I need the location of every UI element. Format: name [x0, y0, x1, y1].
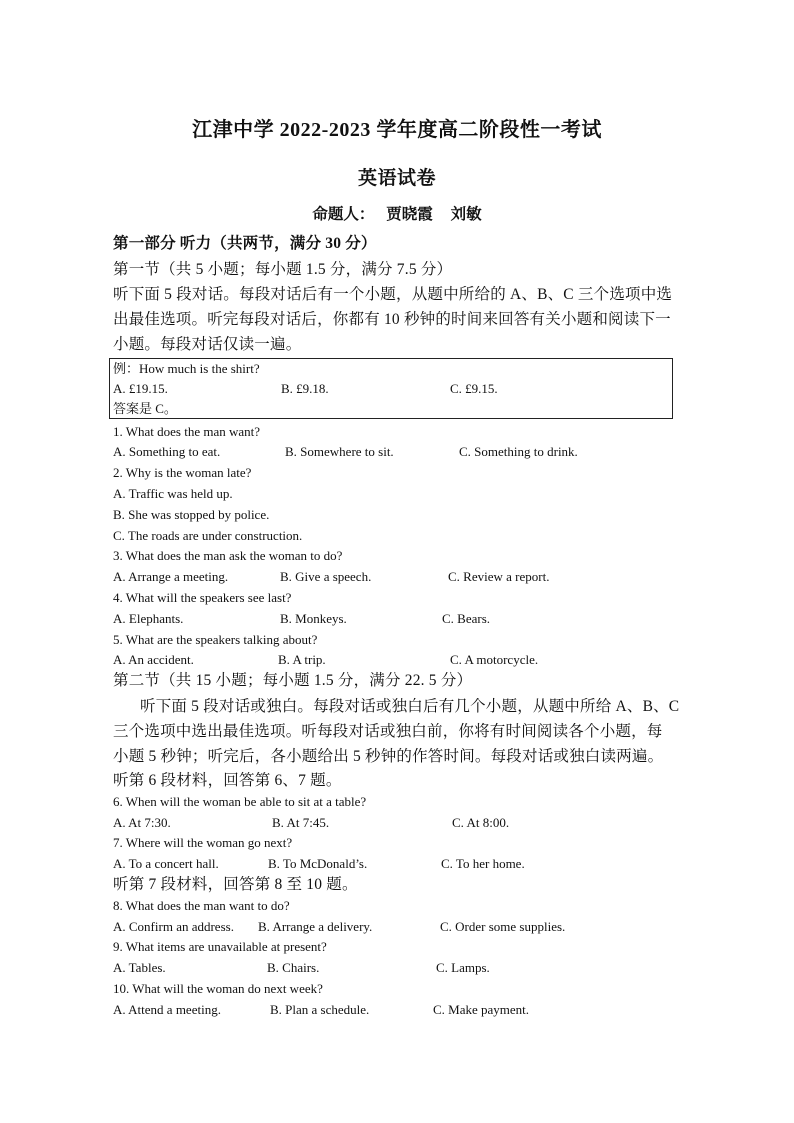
q6-option-b: B. At 7:45.	[272, 815, 330, 830]
q2-option-c: C. The roads are under construction.	[113, 528, 303, 543]
q1-option-c: C. Something to drink.	[459, 444, 578, 459]
q2-option-a: A. Traffic was held up.	[113, 486, 233, 501]
q2-option-b: B. She was stopped by police.	[113, 507, 270, 522]
q3-option-c: C. Review a report.	[448, 569, 550, 584]
q3-option-a: A. Arrange a meeting.	[113, 569, 229, 584]
example-option-a: A. £19.15.	[113, 381, 168, 396]
q5-option-c: C. A motorcycle.	[450, 652, 539, 667]
section2-heading: 第二节（共 15 小题；每小题 1.5 分，满分 22. 5 分）	[113, 672, 473, 689]
question-9: 9. What items are unavailable at present?	[113, 939, 327, 954]
example-answer: 答案是 C。	[113, 401, 177, 416]
question-5: 5. What are the speakers talking about?	[113, 632, 318, 647]
q10-option-c: C. Make payment.	[433, 1002, 530, 1017]
question-3: 3. What does the man ask the woman to do?	[113, 548, 343, 563]
material-7-label: 听第 7 段材料，回答第 8 至 10 题。	[113, 876, 358, 893]
q9-option-b: B. Chairs.	[267, 960, 320, 975]
section1-instruction-line: 听下面 5 段对话。每段对话后有一个小题，从题中所给的 A、B、C 三个选项中选	[113, 286, 673, 303]
question-10: 10. What will the woman do next week?	[113, 981, 323, 996]
section1-instruction-line: 出最佳选项。听完每段对话后，你都有 10 秒钟的时间来回答有关小题和阅读下一	[113, 311, 671, 328]
part1-heading: 第一部分 听力（共两节，满分 30 分）	[113, 235, 377, 252]
q7-option-b: B. To McDonald’s.	[268, 856, 368, 871]
exam-subtitle: 英语试卷	[357, 168, 436, 189]
q3-option-b: B. Give a speech.	[280, 569, 372, 584]
author-1: 贾晓霞	[386, 206, 433, 223]
section1-heading: 第一节（共 5 小题；每小题 1.5 分，满分 7.5 分）	[113, 261, 453, 278]
q5-option-b: B. A trip.	[278, 652, 326, 667]
authors-line	[0, 202, 794, 224]
q7-option-a: A. To a concert hall.	[113, 856, 219, 871]
q6-option-a: A. At 7:30.	[113, 815, 171, 830]
section2-instruction-line: 三个选项中选出最佳选项。听每段对话或独白前，你将有时间阅读各个小题，每	[113, 723, 663, 740]
example-option-c: C. £9.15.	[450, 381, 498, 396]
q5-option-a: A. An accident.	[113, 652, 194, 667]
q4-option-b: B. Monkeys.	[280, 611, 347, 626]
section2-instruction-line: 小题 5 秒钟；听完后，各小题给出 5 秒钟的作答时间。每段对话或独白读两遍。	[113, 748, 664, 765]
section1-instruction-line: 小题。每段对话仅读一遍。	[113, 336, 302, 353]
q9-option-a: A. Tables.	[113, 960, 166, 975]
author-2: 刘敏	[450, 206, 482, 223]
question-7: 7. Where will the woman go next?	[113, 835, 293, 850]
q1-option-a: A. Something to eat.	[113, 444, 221, 459]
q9-option-c: C. Lamps.	[436, 960, 490, 975]
q6-option-c: C. At 8:00.	[452, 815, 510, 830]
question-4: 4. What will the speakers see last?	[113, 590, 292, 605]
q8-option-b: B. Arrange a delivery.	[258, 919, 373, 934]
q8-option-a: A. Confirm an address.	[113, 919, 234, 934]
exam-title: 江津中学 2022-2023 学年度高二阶段性一考试	[192, 119, 602, 141]
q4-option-c: C. Bears.	[442, 611, 491, 626]
q4-option-a: A. Elephants.	[113, 611, 184, 626]
q7-option-c: C. To her home.	[441, 856, 525, 871]
section2-instruction-line: 听下面 5 段对话或独白。每段对话或独白后有几个小题，从题中所给 A、B、C	[140, 698, 680, 715]
example-question: 例：How much is the shirt?	[113, 361, 260, 376]
q10-option-b: B. Plan a schedule.	[270, 1002, 370, 1017]
q8-option-c: C. Order some supplies.	[440, 919, 566, 934]
q1-option-b: B. Somewhere to sit.	[285, 444, 394, 459]
q10-option-a: A. Attend a meeting.	[113, 1002, 221, 1017]
question-2: 2. Why is the woman late?	[113, 465, 252, 480]
question-6: 6. When will the woman be able to sit at a table?	[113, 794, 367, 809]
example-option-b: B. £9.18.	[281, 381, 329, 396]
authors-label: 命题人：	[312, 206, 375, 223]
question-1: 1. What does the man want?	[113, 424, 261, 439]
material-6-label: 听第 6 段材料，回答第 6、7 题。	[113, 772, 342, 789]
question-8: 8. What does the man want to do?	[113, 898, 290, 913]
